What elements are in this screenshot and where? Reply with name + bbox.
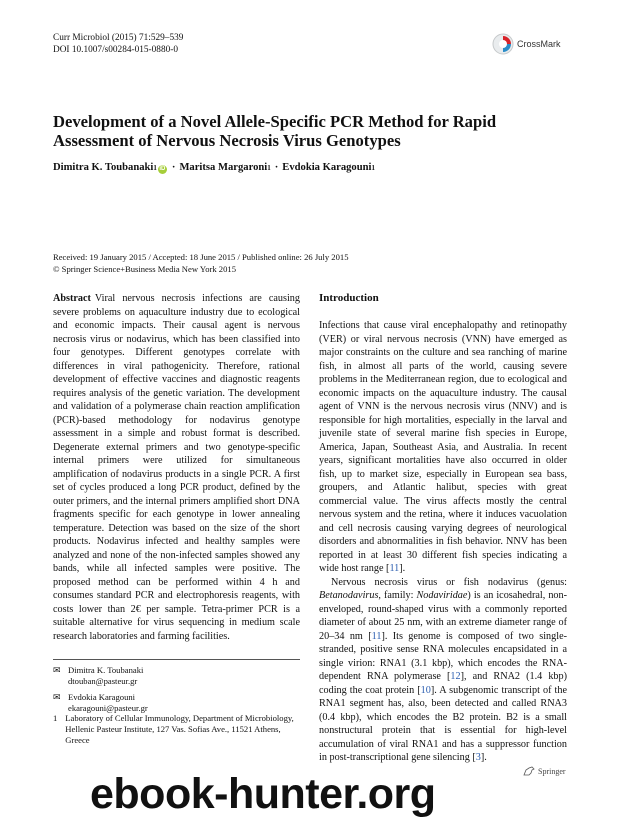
- citation-link[interactable]: 12: [450, 671, 461, 682]
- abstract-text: Viral nervous necrosis infections are causing severe problems on aquaculture industry due to ecological and economic impacts. Their causal agent is nervous necrosis virus or nodavirus, which has been classified into four genotypes. Different genotypes correlate with differences in viral pathogenicity. Therefore, rational development of effective vaccines and diagnostic reagents requires analysis of the genetic variation. The development and validation of a polymerase chain reaction amplification (PCR)-based methodology for nodavirus genotype assessment in a simple and robust format is described. Degenerate external primers and two genotype-specific internal primers were utilized for simultaneous amplification of nodavirus products in a single PCR. A first set of cycles produced a long PCR product, defined by the outer primers, and the internal primers amplified short DNA fragments specific for each genotype in lower annealing temperature. Detection was based on the size of the short products. Nodavirus infected and healthy samples were analyzed and none of the non-infected samples showed any bands, while all infected samples were positive. The proposed method can be performed within 4 h and consumes standard PCR and electrophoresis reagents, with costs lower than 2€ per sample. Tetra-primer PCR is a suitable alternative for virus sequencing in medium scale research laboratories and farming facilities.: [53, 293, 300, 642]
- text: Infections that cause viral encephalopathy and retinopathy (VER) or viral nervous necrosis (VNN) have emerged as major constraints on the culture and sea ranching of marine fish, in almost all parts of the world, causing severe problems in the Mediterranean region, due to ecological and economic impacts on the aquaculture industry. The causal agent of VNN is the nervous necrosis virus (NNV) and is responsible for high mortalities, especially in the larval and juvenile state of several marine fish species in Europe, America, Japan, Southeast Asia, and Australia. In recent years, significant mortalities have also occurred in older fish, up to market size, especially in European sea bass, groupers, and Atlantic halibut, species with great commercial value. The virus affects mostly the central nervous system and the retina, where it induces vacuolation and cell necrosis causing varying degrees of neurological disorders and abnormalities in fish behavior. NNV has been reported in at least 30 different fish species indicating a wide host range [: [319, 320, 567, 574]
- text: Nervous necrosis virus or fish nodavirus (genus:: [331, 576, 567, 588]
- author-affil-sup: 1: [371, 164, 375, 172]
- envelope-icon: ✉: [53, 692, 61, 702]
- introduction-body: [319, 319, 567, 765]
- abstract-label: Abstract: [53, 293, 91, 304]
- affiliation-text: Laboratory of Cellular Immunology, Department of Microbiology, Hellenic Pasteur Institute, 127 Vas. Sofias Ave., 11521 Athens, Greece: [65, 713, 294, 745]
- footnote-divider: [53, 659, 300, 660]
- author-list: [53, 162, 375, 174]
- citation-link[interactable]: 3: [475, 752, 481, 763]
- contact-name: Dimitra K. Toubanaki: [68, 665, 144, 675]
- dates-line: Received: 19 January 2015 / Accepted: 18 June 2015 / Published online: 26 July 2015: [53, 252, 349, 262]
- crossmark-label: CrossMark: [517, 39, 561, 49]
- paragraph: [319, 319, 567, 576]
- orcid-icon[interactable]: iD: [159, 166, 166, 172]
- author-name[interactable]: Evdokia Karagouni: [282, 162, 372, 173]
- affiliation: [53, 713, 300, 746]
- author-affil-sup: 1: [153, 164, 157, 172]
- citation-link[interactable]: 10: [420, 684, 431, 696]
- copyright-line: © Springer Science+Business Media New York 2015: [53, 263, 236, 274]
- text: , family:: [378, 590, 417, 601]
- section-heading-introduction: Introduction: [319, 292, 379, 304]
- crossmark-badge[interactable]: [492, 31, 572, 57]
- text: ]. Its genome is composed of two single-stranded, positive sense RNA molecules encapsidated in a single virion: RNA1 (3.1 kbp), which encodes the RNA-dependent RNA polymerase [: [319, 630, 567, 682]
- springer-horse-icon: [523, 766, 535, 776]
- text-italic: Betanodavirus: [319, 590, 379, 601]
- author-separator: ·: [171, 162, 176, 173]
- contact-email[interactable]: dtouban@pasteur.gr: [68, 676, 138, 686]
- text-italic: Nodaviridae: [416, 590, 468, 601]
- text: ].: [480, 752, 487, 763]
- corresponding-authors: [53, 665, 300, 719]
- publication-dates: [53, 252, 349, 275]
- text: ], and RNA2 (1.4 kbp) coding the coat protein [: [319, 671, 567, 696]
- author-affil-sup: 1: [267, 164, 271, 172]
- watermark: ebook-hunter.org: [90, 770, 436, 818]
- crossmark-icon: [492, 33, 514, 55]
- journal-citation: Curr Microbiol (2015) 71:529–539: [53, 33, 184, 43]
- doi[interactable]: DOI 10.1007/s00284-015-0880-0: [53, 45, 178, 55]
- citation-link[interactable]: 11: [371, 630, 382, 642]
- contact-entry: [53, 692, 300, 714]
- contact-name: Evdokia Karagouni: [68, 692, 136, 702]
- paper-title: Development of a Novel Allele-Specific PCR Method for Rapid Assessment of Nervous Necrosis Virus Genotypes: [53, 112, 497, 150]
- citation-link[interactable]: 11: [389, 563, 400, 574]
- springer-logo: [523, 766, 566, 776]
- affiliation-number: 1: [53, 713, 58, 723]
- paragraph: [319, 576, 567, 765]
- contact-email[interactable]: ekaragouni@pasteur.gr: [68, 703, 148, 713]
- publisher-name: Springer: [538, 766, 566, 776]
- envelope-icon: ✉: [53, 665, 61, 675]
- text: ]. A subgenomic transcript of the RNA1 segment has, also, been detected and called RNA3 (0.4 kbp), which encodes the B2 protein. B2 is a small nonstructural protein that is essential for high-level accumulation of viral RNA1 and has a suppressor function in post-transcriptional gene silencing [: [319, 684, 568, 763]
- text: ].: [399, 563, 406, 574]
- contact-entry: [53, 665, 300, 687]
- author-name[interactable]: Dimitra K. Toubanaki: [53, 162, 154, 173]
- abstract: [53, 292, 300, 643]
- author-name[interactable]: Maritsa Margaroni: [179, 162, 268, 173]
- author-separator: ·: [274, 162, 279, 173]
- text: ) is an icosahedral, non-enveloped, round-shaped virus with a commonly reported diameter of about 25 nm, with an extreme diameter range of 20–34 nm [: [319, 590, 567, 642]
